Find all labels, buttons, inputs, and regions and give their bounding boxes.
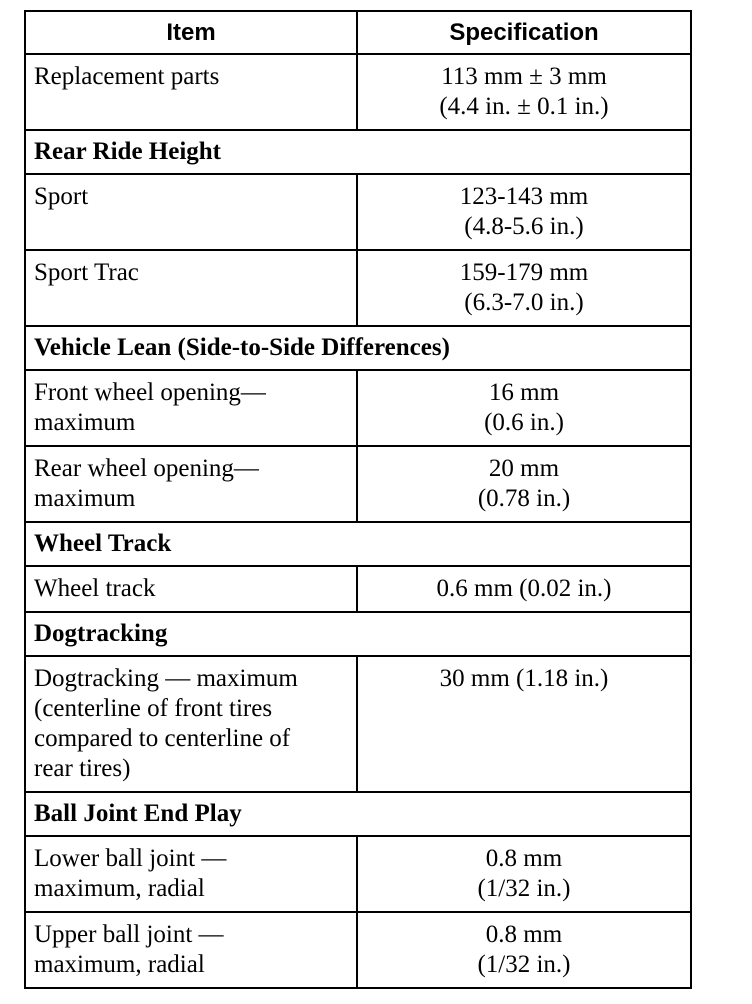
section-row xyxy=(25,612,691,656)
item-text: Rear wheel opening— xyxy=(34,455,259,482)
table-row xyxy=(25,446,691,522)
specification-text: 159-179 mm xyxy=(459,259,589,286)
item-text: Lower ball joint — xyxy=(34,845,227,872)
table-row xyxy=(25,836,691,912)
item-text: Dogtracking — maximum xyxy=(34,665,298,692)
item-cell xyxy=(25,370,357,446)
specification-cell xyxy=(357,912,691,988)
item-text: compared to centerline of xyxy=(34,725,291,752)
specification-text: 123-143 mm xyxy=(459,183,589,210)
item-cell xyxy=(25,250,357,326)
specification-text: (0.78 in.) xyxy=(477,485,571,512)
item-text: rear tires) xyxy=(34,755,131,782)
section-title: Dogtracking xyxy=(25,612,691,656)
item-cell xyxy=(25,566,357,612)
specification-cell xyxy=(357,836,691,912)
section-title: Rear Ride Height xyxy=(25,130,691,174)
item-text: Upper ball joint — xyxy=(34,921,224,948)
section-title: Ball Joint End Play xyxy=(25,792,691,836)
section-title: Wheel Track xyxy=(25,522,691,566)
specification-text: 30 mm (1.18 in.) xyxy=(439,665,609,692)
table-row xyxy=(25,566,691,612)
specification-text: 20 mm xyxy=(488,455,560,482)
item-text: maximum, radial xyxy=(34,951,205,978)
item-text: Sport xyxy=(34,183,89,210)
item-cell xyxy=(25,912,357,988)
item-text: Replacement parts xyxy=(34,63,220,90)
specification-text: (1/32 in.) xyxy=(477,951,571,978)
specification-text: (4.8-5.6 in.) xyxy=(464,213,584,240)
specification-text: 113 mm ± 3 mm xyxy=(441,63,607,90)
item-text: Wheel track xyxy=(34,575,156,602)
specification-cell xyxy=(357,370,691,446)
item-text: maximum xyxy=(34,485,136,512)
item-text: Front wheel opening— xyxy=(34,379,266,406)
specification-text: 0.8 mm xyxy=(485,921,563,948)
item-cell xyxy=(25,54,357,130)
item-text: Sport Trac xyxy=(34,259,139,286)
table-header-row xyxy=(25,11,691,54)
table-row xyxy=(25,912,691,988)
table-row xyxy=(25,54,691,130)
table-row xyxy=(25,370,691,446)
item-cell xyxy=(25,174,357,250)
specification-cell xyxy=(357,174,691,250)
specification-cell xyxy=(357,656,691,792)
section-row xyxy=(25,130,691,174)
table-row xyxy=(25,250,691,326)
specification-cell xyxy=(357,54,691,130)
specification-text: 0.6 mm (0.02 in.) xyxy=(436,575,612,602)
specification-cell xyxy=(357,566,691,612)
specification-cell xyxy=(357,446,691,522)
specification-text: (0.6 in.) xyxy=(484,409,564,436)
specification-table xyxy=(24,10,692,989)
section-title: Vehicle Lean (Side-to-Side Differences) xyxy=(25,326,691,370)
section-row xyxy=(25,326,691,370)
specification-text: (6.3-7.0 in.) xyxy=(464,289,584,316)
table-row xyxy=(25,174,691,250)
specification-cell xyxy=(357,250,691,326)
section-row xyxy=(25,522,691,566)
item-cell xyxy=(25,656,357,792)
header-specification: Specification xyxy=(357,11,691,54)
item-cell xyxy=(25,836,357,912)
header-item: Item xyxy=(25,11,357,54)
specification-text: (1/32 in.) xyxy=(477,875,571,902)
item-text: maximum xyxy=(34,409,136,436)
item-text: (centerline of front tires xyxy=(34,695,273,722)
table-body xyxy=(25,54,691,988)
table-row xyxy=(25,656,691,792)
specification-text: (4.4 in. ± 0.1 in.) xyxy=(439,93,609,120)
specification-text: 0.8 mm xyxy=(485,845,563,872)
section-row xyxy=(25,792,691,836)
specification-text: 16 mm xyxy=(488,379,560,406)
item-text: maximum, radial xyxy=(34,875,205,902)
item-cell xyxy=(25,446,357,522)
